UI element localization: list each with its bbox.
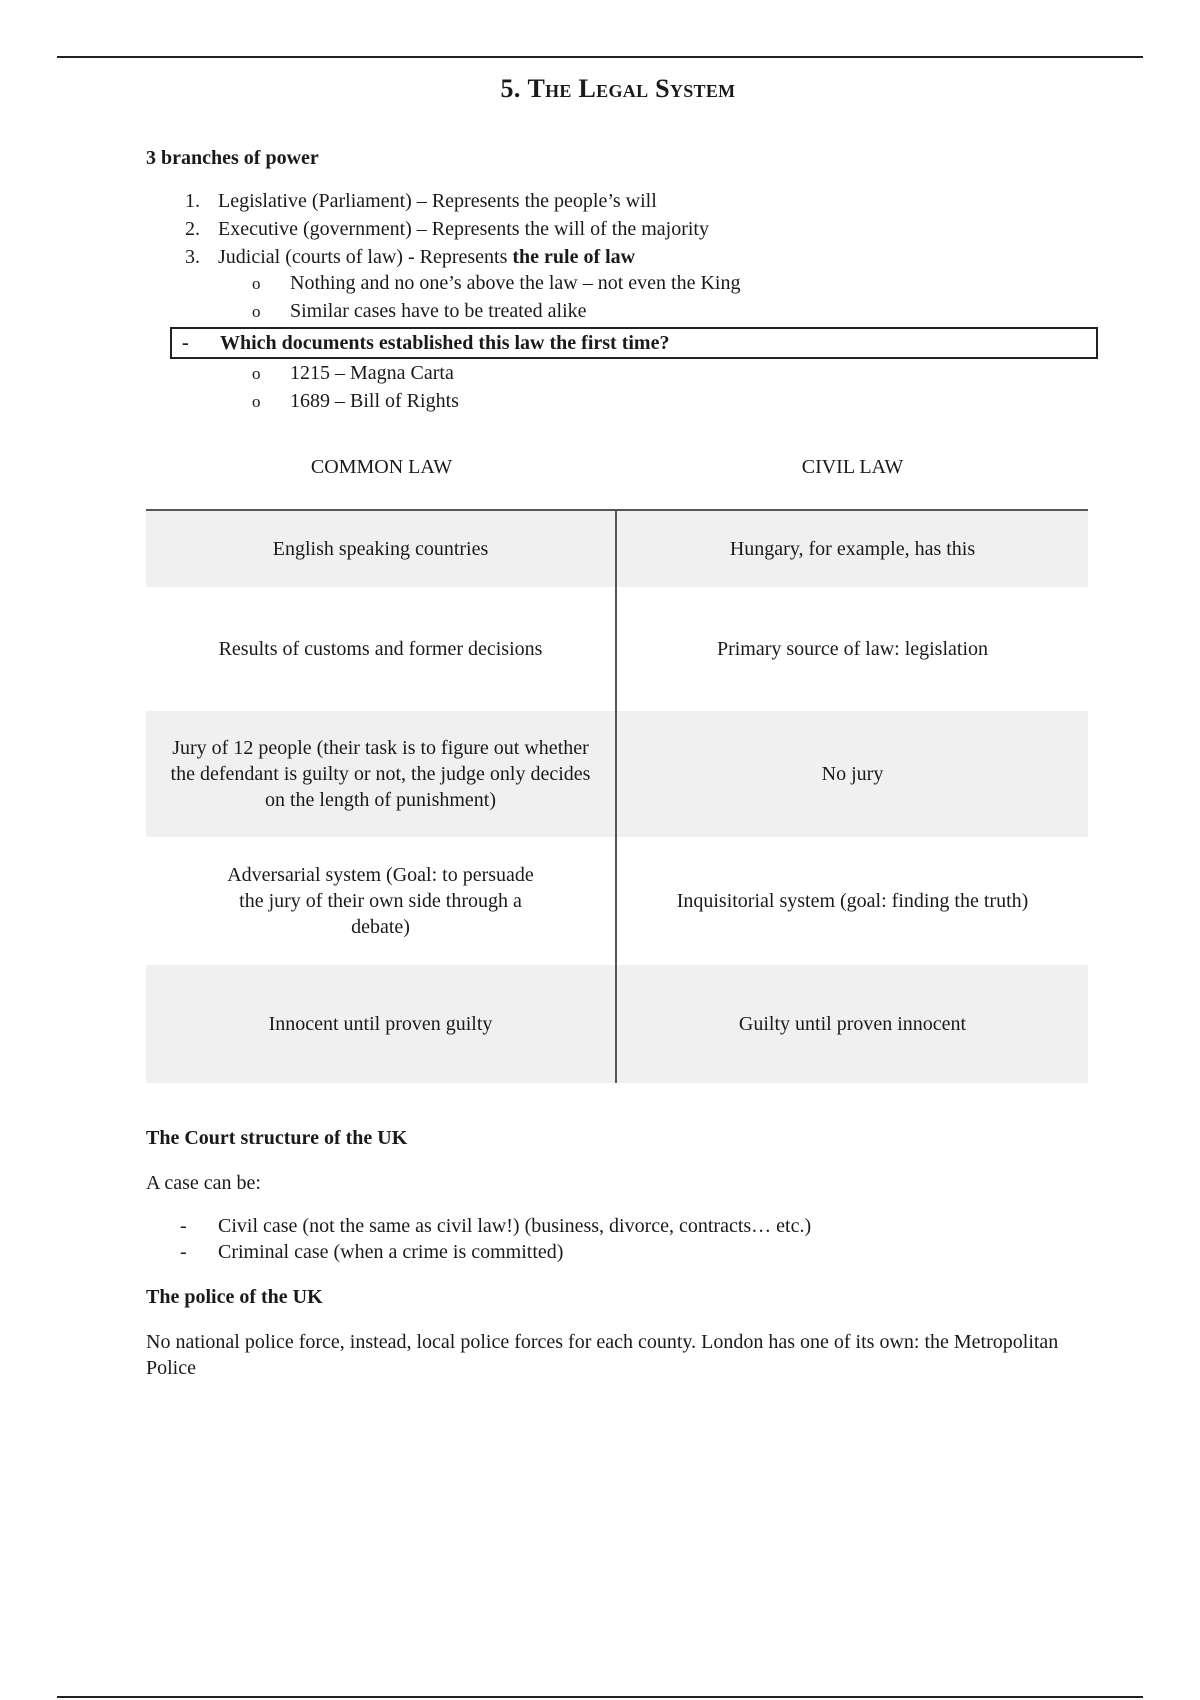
civil-law-cell: Hungary, for example, has this: [729, 538, 976, 560]
court-heading: The Court structure of the UK: [146, 1127, 408, 1149]
rule-of-law-emphasis: the rule of law: [512, 246, 636, 268]
page-title: [0, 74, 1200, 104]
question-box: [170, 327, 1098, 359]
police-heading: The police of the UK: [146, 1286, 323, 1308]
court-intro: A case can be:: [146, 1172, 261, 1194]
branch-number: 2.: [185, 218, 200, 240]
civil-law-cell: Primary source of law: legislation: [716, 638, 989, 660]
branch-number: 1.: [185, 190, 200, 212]
top-rule: [57, 56, 1143, 58]
bullet-symbol: o: [252, 392, 261, 411]
case-text: Civil case (not the same as civil law!) (business, divorce, contracts… etc.): [218, 1215, 812, 1237]
table-row: [146, 965, 1088, 1083]
bottom-rule: [57, 1696, 1143, 1698]
common-law-cell: Results of customs and former decisions: [146, 587, 617, 711]
sub-item-text: Nothing and no one’s above the law – not even the King: [290, 272, 741, 294]
sub-item-text: Similar cases have to be treated alike: [290, 300, 587, 322]
sub-item: [252, 300, 587, 323]
bullet-symbol: o: [252, 274, 261, 293]
case-item: [180, 1241, 563, 1264]
sub-item: [252, 272, 740, 295]
question-dash: -: [182, 332, 189, 354]
common-law-cell: Innocent until proven guilty: [146, 965, 617, 1083]
civil-law-cell: No jury: [821, 763, 884, 785]
title-number: 5.: [500, 74, 521, 103]
comparison-table: [146, 509, 1088, 1083]
header-common-law: COMMON LAW: [310, 456, 453, 478]
document-item: [252, 390, 459, 413]
header-civil-law: CIVIL LAW: [801, 456, 904, 478]
bullet-symbol: o: [252, 302, 261, 321]
civil-law-cell: Inquisitorial system (goal: finding the truth): [676, 890, 1029, 912]
civil-law-cell: Guilty until proven innocent: [738, 1013, 967, 1035]
document-text: 1689 – Bill of Rights: [290, 390, 459, 412]
table-row: [146, 587, 1088, 711]
case-text: Criminal case (when a crime is committed): [218, 1241, 564, 1263]
title-text: The Legal System: [527, 74, 736, 103]
question-text: Which documents established this law the first time?: [220, 332, 670, 354]
document-item: [252, 362, 454, 385]
table-row: [146, 511, 1088, 587]
dash-marker: -: [180, 1215, 187, 1237]
branch-text: Legislative (Parliament) – Represents the people’s will: [218, 190, 657, 212]
common-law-cell: Adversarial system (Goal: to persuade the jury of their own side through a debate): [146, 837, 617, 965]
branches-heading: 3 branches of power: [146, 147, 319, 169]
case-item: [180, 1215, 811, 1238]
table-row: [146, 711, 1088, 837]
common-law-cell: Jury of 12 people (their task is to figure out whether the defendant is guilty or not, the judge only decides on the length of punishment): [146, 711, 617, 837]
branch-text: Executive (government) – Represents the will of the majority: [218, 218, 709, 240]
branch-text: Judicial (courts of law) - Represents: [218, 246, 513, 268]
document-text: 1215 – Magna Carta: [290, 362, 454, 384]
bullet-symbol: o: [252, 364, 261, 383]
police-text: No national police force, instead, local police forces for each county. London has one of its own: the Metropolitan Police: [146, 1331, 1059, 1379]
branch-item-3: [164, 246, 635, 269]
branch-number: 3.: [185, 246, 200, 268]
table-row: [146, 837, 1088, 965]
common-law-cell: English speaking countries: [146, 511, 617, 587]
branch-item-1: [164, 190, 657, 213]
dash-marker: -: [180, 1241, 187, 1263]
branch-item-2: [164, 218, 709, 241]
